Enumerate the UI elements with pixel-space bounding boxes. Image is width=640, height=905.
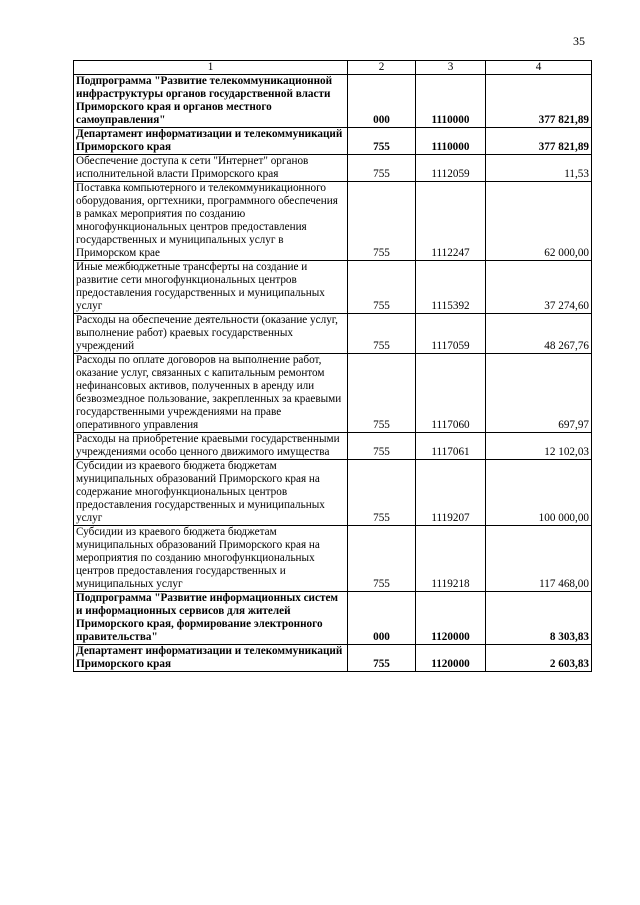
table-row [74,645,592,672]
row-code: 755 [348,155,416,182]
row-code: 755 [348,182,416,261]
row-code: 755 [348,460,416,526]
row-target-code: 1112247 [416,182,486,261]
table-row [74,433,592,460]
row-amount: 117 468,00 [486,526,592,592]
table-row [74,526,592,592]
row-code: 755 [348,354,416,433]
row-amount: 12 102,03 [486,433,592,460]
row-amount: 100 000,00 [486,460,592,526]
row-amount: 377 821,89 [486,75,592,128]
row-target-code: 1110000 [416,75,486,128]
row-code: 755 [348,645,416,672]
row-name: Субсидии из краевого бюджета бюджетам муниципальных образований Приморского края на содержание многофункциональных центров предоставления государственных и муниципальных услуг [74,460,348,526]
table-row [74,460,592,526]
row-amount: 48 267,76 [486,314,592,354]
page-number: 35 [573,34,585,48]
row-name: Расходы на приобретение краевыми государственными учреждениями особо ценного движимого имущества [74,433,348,460]
row-name: Департамент информатизации и телекоммуникаций Приморского края [74,128,348,155]
table-row [74,592,592,645]
row-target-code: 1119218 [416,526,486,592]
row-code: 755 [348,314,416,354]
header-row [74,61,592,75]
header-col-1: 1 [74,61,348,75]
row-amount: 11,53 [486,155,592,182]
row-code: 000 [348,75,416,128]
row-code: 755 [348,261,416,314]
row-code: 000 [348,592,416,645]
row-name: Расходы на обеспечение деятельности (оказание услуг, выполнение работ) краевых государственных учреждений [74,314,348,354]
row-target-code: 1112059 [416,155,486,182]
table-row [74,155,592,182]
row-amount: 37 274,60 [486,261,592,314]
row-code: 755 [348,128,416,155]
row-target-code: 1119207 [416,460,486,526]
row-target-code: 1117060 [416,354,486,433]
row-name: Субсидии из краевого бюджета бюджетам муниципальных образований Приморского края на мероприятия по созданию многофункциональных центров предоставления государственных и муниципальных услуг [74,526,348,592]
row-code: 755 [348,526,416,592]
row-amount: 8 303,83 [486,592,592,645]
row-name: Подпрограмма "Развитие телекоммуникационной инфраструктуры органов государственной власти Приморского края и органов местного самоуправления" [74,75,348,128]
table-row [74,128,592,155]
table-row [74,314,592,354]
row-target-code: 1117059 [416,314,486,354]
row-target-code: 1117061 [416,433,486,460]
row-target-code: 1120000 [416,592,486,645]
row-target-code: 1120000 [416,645,486,672]
row-name: Иные межбюджетные трансферты на создание и развитие сети многофункциональных центров предоставления государственных и муниципальных услуг [74,261,348,314]
row-amount: 697,97 [486,354,592,433]
row-amount: 2 603,83 [486,645,592,672]
table-row [74,354,592,433]
row-name: Обеспечение доступа к сети "Интернет" органов исполнительной власти Приморского края [74,155,348,182]
header-col-4: 4 [486,61,592,75]
header-col-3: 3 [416,61,486,75]
row-target-code: 1110000 [416,128,486,155]
row-name: Расходы по оплате договоров на выполнение работ, оказание услуг, связанных с капитальным ремонтом нефинансовых активов, полученных в аренду или безвозмездное пользование, закрепленных за краевыми государственными учреждениями на праве оперативного управления [74,354,348,433]
table-row [74,75,592,128]
table-row [74,261,592,314]
row-target-code: 1115392 [416,261,486,314]
row-code: 755 [348,433,416,460]
row-name: Департамент информатизации и телекоммуникаций Приморского края [74,645,348,672]
table-row [74,182,592,261]
row-amount: 62 000,00 [486,182,592,261]
budget-table [73,60,592,672]
header-col-2: 2 [348,61,416,75]
row-name: Поставка компьютерного и телекоммуникационного оборудования, оргтехники, программного обеспечения в рамках мероприятия по созданию многофункциональных центров предоставления государственных и муниципальных услуг в Приморском крае [74,182,348,261]
row-name: Подпрограмма "Развитие информационных систем и информационных сервисов для жителей Приморского края, формирование электронного правительства" [74,592,348,645]
row-amount: 377 821,89 [486,128,592,155]
